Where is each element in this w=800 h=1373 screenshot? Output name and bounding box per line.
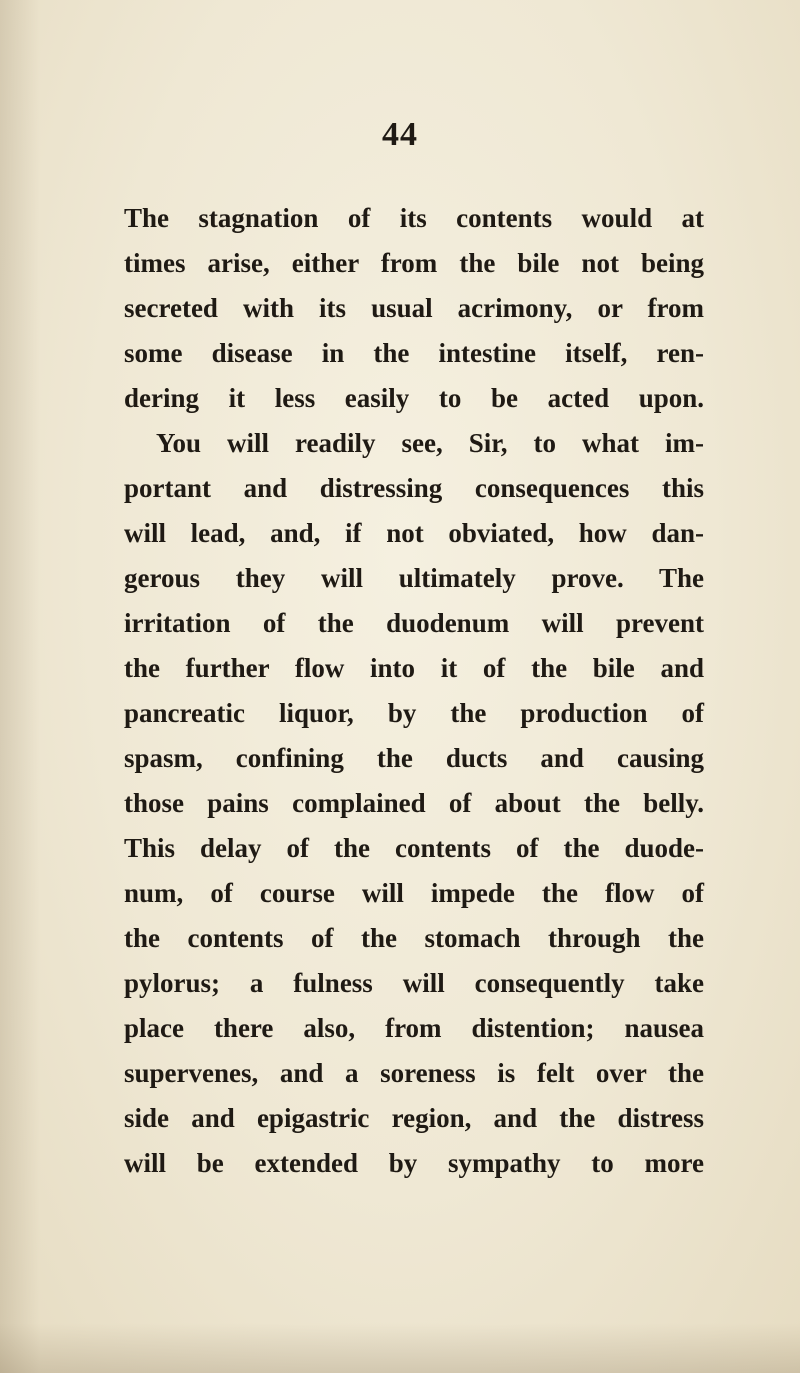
text-line: The stagnation of its contents would at (124, 203, 704, 233)
page-edge-shadow-left (0, 0, 40, 1373)
text-line: supervenes, and a soreness is felt over the (124, 1058, 704, 1088)
text-line: pylorus; a fulness will consequently take (124, 968, 704, 998)
text-line: those pains complained of about the belly. (124, 788, 704, 818)
page-edge-shadow-bottom (0, 1323, 800, 1373)
text-line: num, of course will impede the flow of (124, 878, 704, 908)
text-line: the contents of the stomach through the (124, 923, 704, 953)
page-number: 44 (382, 116, 418, 153)
body-text (124, 196, 704, 1186)
text-line: the further flow into it of the bile and (124, 653, 704, 683)
text-line: dering it less easily to be acted upon. (124, 383, 704, 413)
text-line: You will readily see, Sir, to what im- (156, 428, 704, 458)
text-line: side and epigastric region, and the distress (124, 1103, 704, 1133)
text-line: portant and distressing consequences this (124, 473, 704, 503)
text-line: times arise, either from the bile not being (124, 248, 704, 278)
text-line: spasm, confining the ducts and causing (124, 743, 704, 773)
text-line: will lead, and, if not obviated, how dan- (124, 518, 704, 548)
text-line: place there also, from distention; nausea (124, 1013, 704, 1043)
text-line: will be extended by sympathy to more (124, 1148, 704, 1178)
text-line: irritation of the duodenum will prevent (124, 608, 704, 638)
text-line: This delay of the contents of the duode- (124, 833, 704, 863)
text-line: pancreatic liquor, by the production of (124, 698, 704, 728)
text-line: some disease in the intestine itself, ren- (124, 338, 704, 368)
text-line: secreted with its usual acrimony, or from (124, 293, 704, 323)
text-line: gerous they will ultimately prove. The (124, 563, 704, 593)
